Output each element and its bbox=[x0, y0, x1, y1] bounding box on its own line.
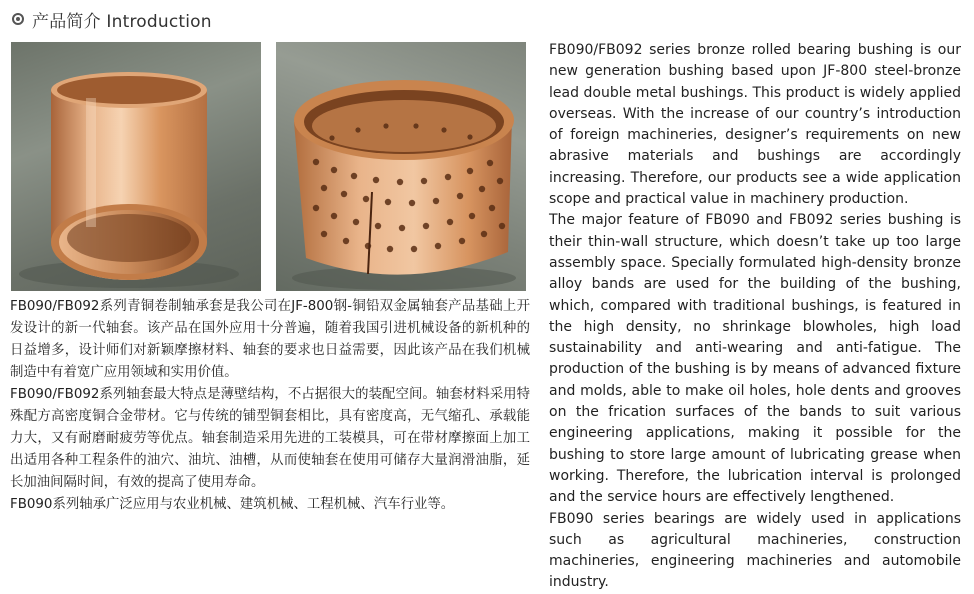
bushing-holes-photo bbox=[276, 42, 526, 291]
english-description bbox=[549, 40, 961, 594]
chinese-paragraph: FB090/FB092系列轴套最大特点是薄壁结构，不占据很大的装配空间。轴套材料采用特殊配方高密度铜合金带材。它与传统的铺型铜套相比，具有密度高，无气缩孔、承载能力大，又有耐磨耐疲劳等优点。轴套制造采用先进的工装模具，可在带材摩擦面上加工出适用各种工程条件的油穴、油坑、油槽，从而使轴套在使用可储存大量润滑油脂，延长加油间隔时间，有效的提高了使用寿命。 bbox=[10, 387, 530, 490]
english-paragraph: FB090 series bearings are widely used in applications such as agricultural machineries, construction machineries, engineering machineries and automobile industry. bbox=[549, 510, 961, 591]
chinese-paragraph: FB090系列轴承广泛应用与农业机械、建筑机械、工程机械、汽车行业等。 bbox=[10, 497, 455, 512]
section-header bbox=[12, 6, 212, 32]
section-title: 产品简介 Introduction bbox=[32, 11, 212, 32]
circle-bullet-icon bbox=[12, 13, 24, 25]
english-paragraph: The major feature of FB090 and FB092 series bushing is their thin-wall structure, which doesn’t take up too large assembly space. Specially formulated high-density bronze alloy bands are used for the building of the bushing, which, compared with traditional bushings, is featured in the high density, no shrinkage blowholes, high load sustainability and anti-wearing and anti-fatigue. The production of the bushing is by means of advanced fixture and molds, able to make oil holes, hole dents and grooves on the frication surfaces of the bands to suit various engineering applications, making it possible for the bushing to store large amount of lubricating grease when working. Therefore, the lubrication interval is prolonged and the service hours are effectively lengthened. bbox=[549, 212, 961, 506]
chinese-paragraph: FB090/FB092系列青铜卷制轴承套是我公司在JF-800钢-铜铅双金属轴套产品基础上开发设计的新一代轴套。该产品在国外应用十分普遍，随着我国引进机械设备的新机种的日益增多，设计师们对新颖摩擦材料、轴套的要求也日益需要，因此该产品在我们机械制造中有着宽广应用领域和实用价值。 bbox=[10, 299, 530, 380]
chinese-description bbox=[10, 296, 530, 516]
english-paragraph: FB090/FB092 series bronze rolled bearing bushing is our new generation bushing based upon JF-800 steel-bronze lead double metal bushings. This product is widely applied overseas. With the increase of our country’s introduction of foreign machineries, designer’s requirements on new abrasive materials and bushings are accordingly increasing. Therefore, our products see a wide application scope and practical value in machinery production. bbox=[549, 42, 961, 208]
bushing-photo bbox=[11, 42, 261, 291]
